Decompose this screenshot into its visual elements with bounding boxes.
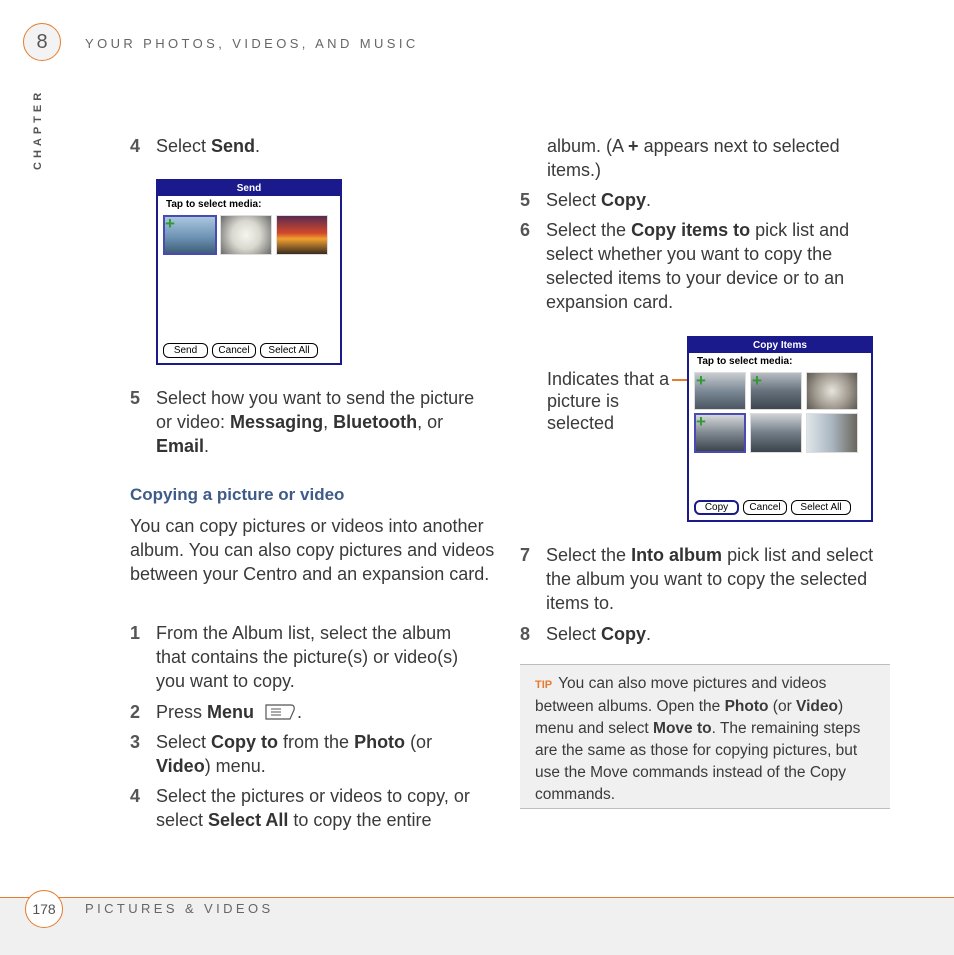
copy-screen-title: Copy Items — [689, 338, 871, 353]
selected-plus-icon: + — [165, 214, 175, 233]
cancel-button[interactable]: Cancel — [212, 343, 256, 358]
intro-paragraph: You can copy pictures or videos into another album. You can also copy pictures and videos between your Centro and an expansion card. — [130, 516, 495, 584]
select-all-button[interactable]: Select All — [791, 500, 851, 515]
step-5-copy: 5 Select Copy. — [520, 190, 652, 210]
step-1: 1 From the Album list, select the album that contains the picture(s) or video(s) you want to copy. — [130, 623, 459, 691]
copy-screen-subtitle: Tap to select media: — [697, 356, 793, 367]
copy-items-screen-image — [687, 336, 873, 522]
copy-button[interactable]: Copy — [694, 500, 739, 515]
send-screen-image — [156, 179, 342, 365]
chapter-label: CHAPTER — [32, 88, 44, 170]
send-screen-title: Send — [158, 181, 340, 196]
step-5-send-method: 5 Select how you want to send the picture or video: Messaging, Bluetooth, or Email. — [130, 388, 475, 456]
step-8: 8 Select Copy. — [520, 624, 652, 644]
step-7: 7 Select the Into album pick list and select the album you want to copy the selected items to. — [520, 545, 874, 613]
tip-text: TIP You can also move pictures and videos between albums. Open the Photo (or Video) menu and select Move to. The remaining steps are the same as those for copying pictures, but use the Move commands instead of the Copy commands. — [535, 675, 861, 803]
section-heading: Copying a picture or video — [130, 485, 345, 504]
cancel-button[interactable]: Cancel — [743, 500, 787, 515]
plus-symbol: + — [628, 136, 639, 156]
running-header: YOUR PHOTOS, VIDEOS, AND MUSIC — [85, 36, 419, 51]
thumb-sunset[interactable] — [276, 215, 328, 255]
chapter-number-badge: 8 — [23, 23, 61, 61]
menu-key-icon — [263, 703, 297, 721]
tip-tag: TIP — [535, 679, 553, 691]
step-4-select: 4 Select the pictures or videos to copy, or select Select All to copy the entire — [130, 786, 470, 830]
send-screen-subtitle: Tap to select media: — [166, 199, 262, 210]
tip-box — [520, 664, 890, 809]
send-button[interactable]: Send — [163, 343, 208, 358]
step-4-continued: album. (A + appears next to selected items.) — [547, 136, 840, 180]
step-number: 4 — [130, 136, 141, 156]
selected-plus-icon: + — [696, 412, 706, 431]
selected-callout-text: Indicates that a picture is selected — [547, 369, 670, 433]
page-number: 178 — [25, 890, 63, 928]
step-2: 2 Press Menu . — [130, 702, 303, 722]
thumb-dog[interactable] — [220, 215, 272, 255]
thumb-photo-6[interactable] — [806, 413, 858, 453]
select-all-button[interactable]: Select All — [260, 343, 318, 358]
step-6: 6 Select the Copy items to pick list and select whether you want to copy the selected items to your device or to an expansion card. — [520, 220, 850, 312]
step-3: 3 Select Copy to from the Photo (or Video) menu. — [130, 732, 433, 776]
selected-plus-icon: + — [696, 371, 706, 390]
thumb-photo-3[interactable] — [806, 372, 858, 410]
thumb-video-5[interactable] — [750, 413, 802, 453]
selected-plus-icon: + — [752, 371, 762, 390]
footer-section-title: PICTURES & VIDEOS — [85, 901, 274, 916]
